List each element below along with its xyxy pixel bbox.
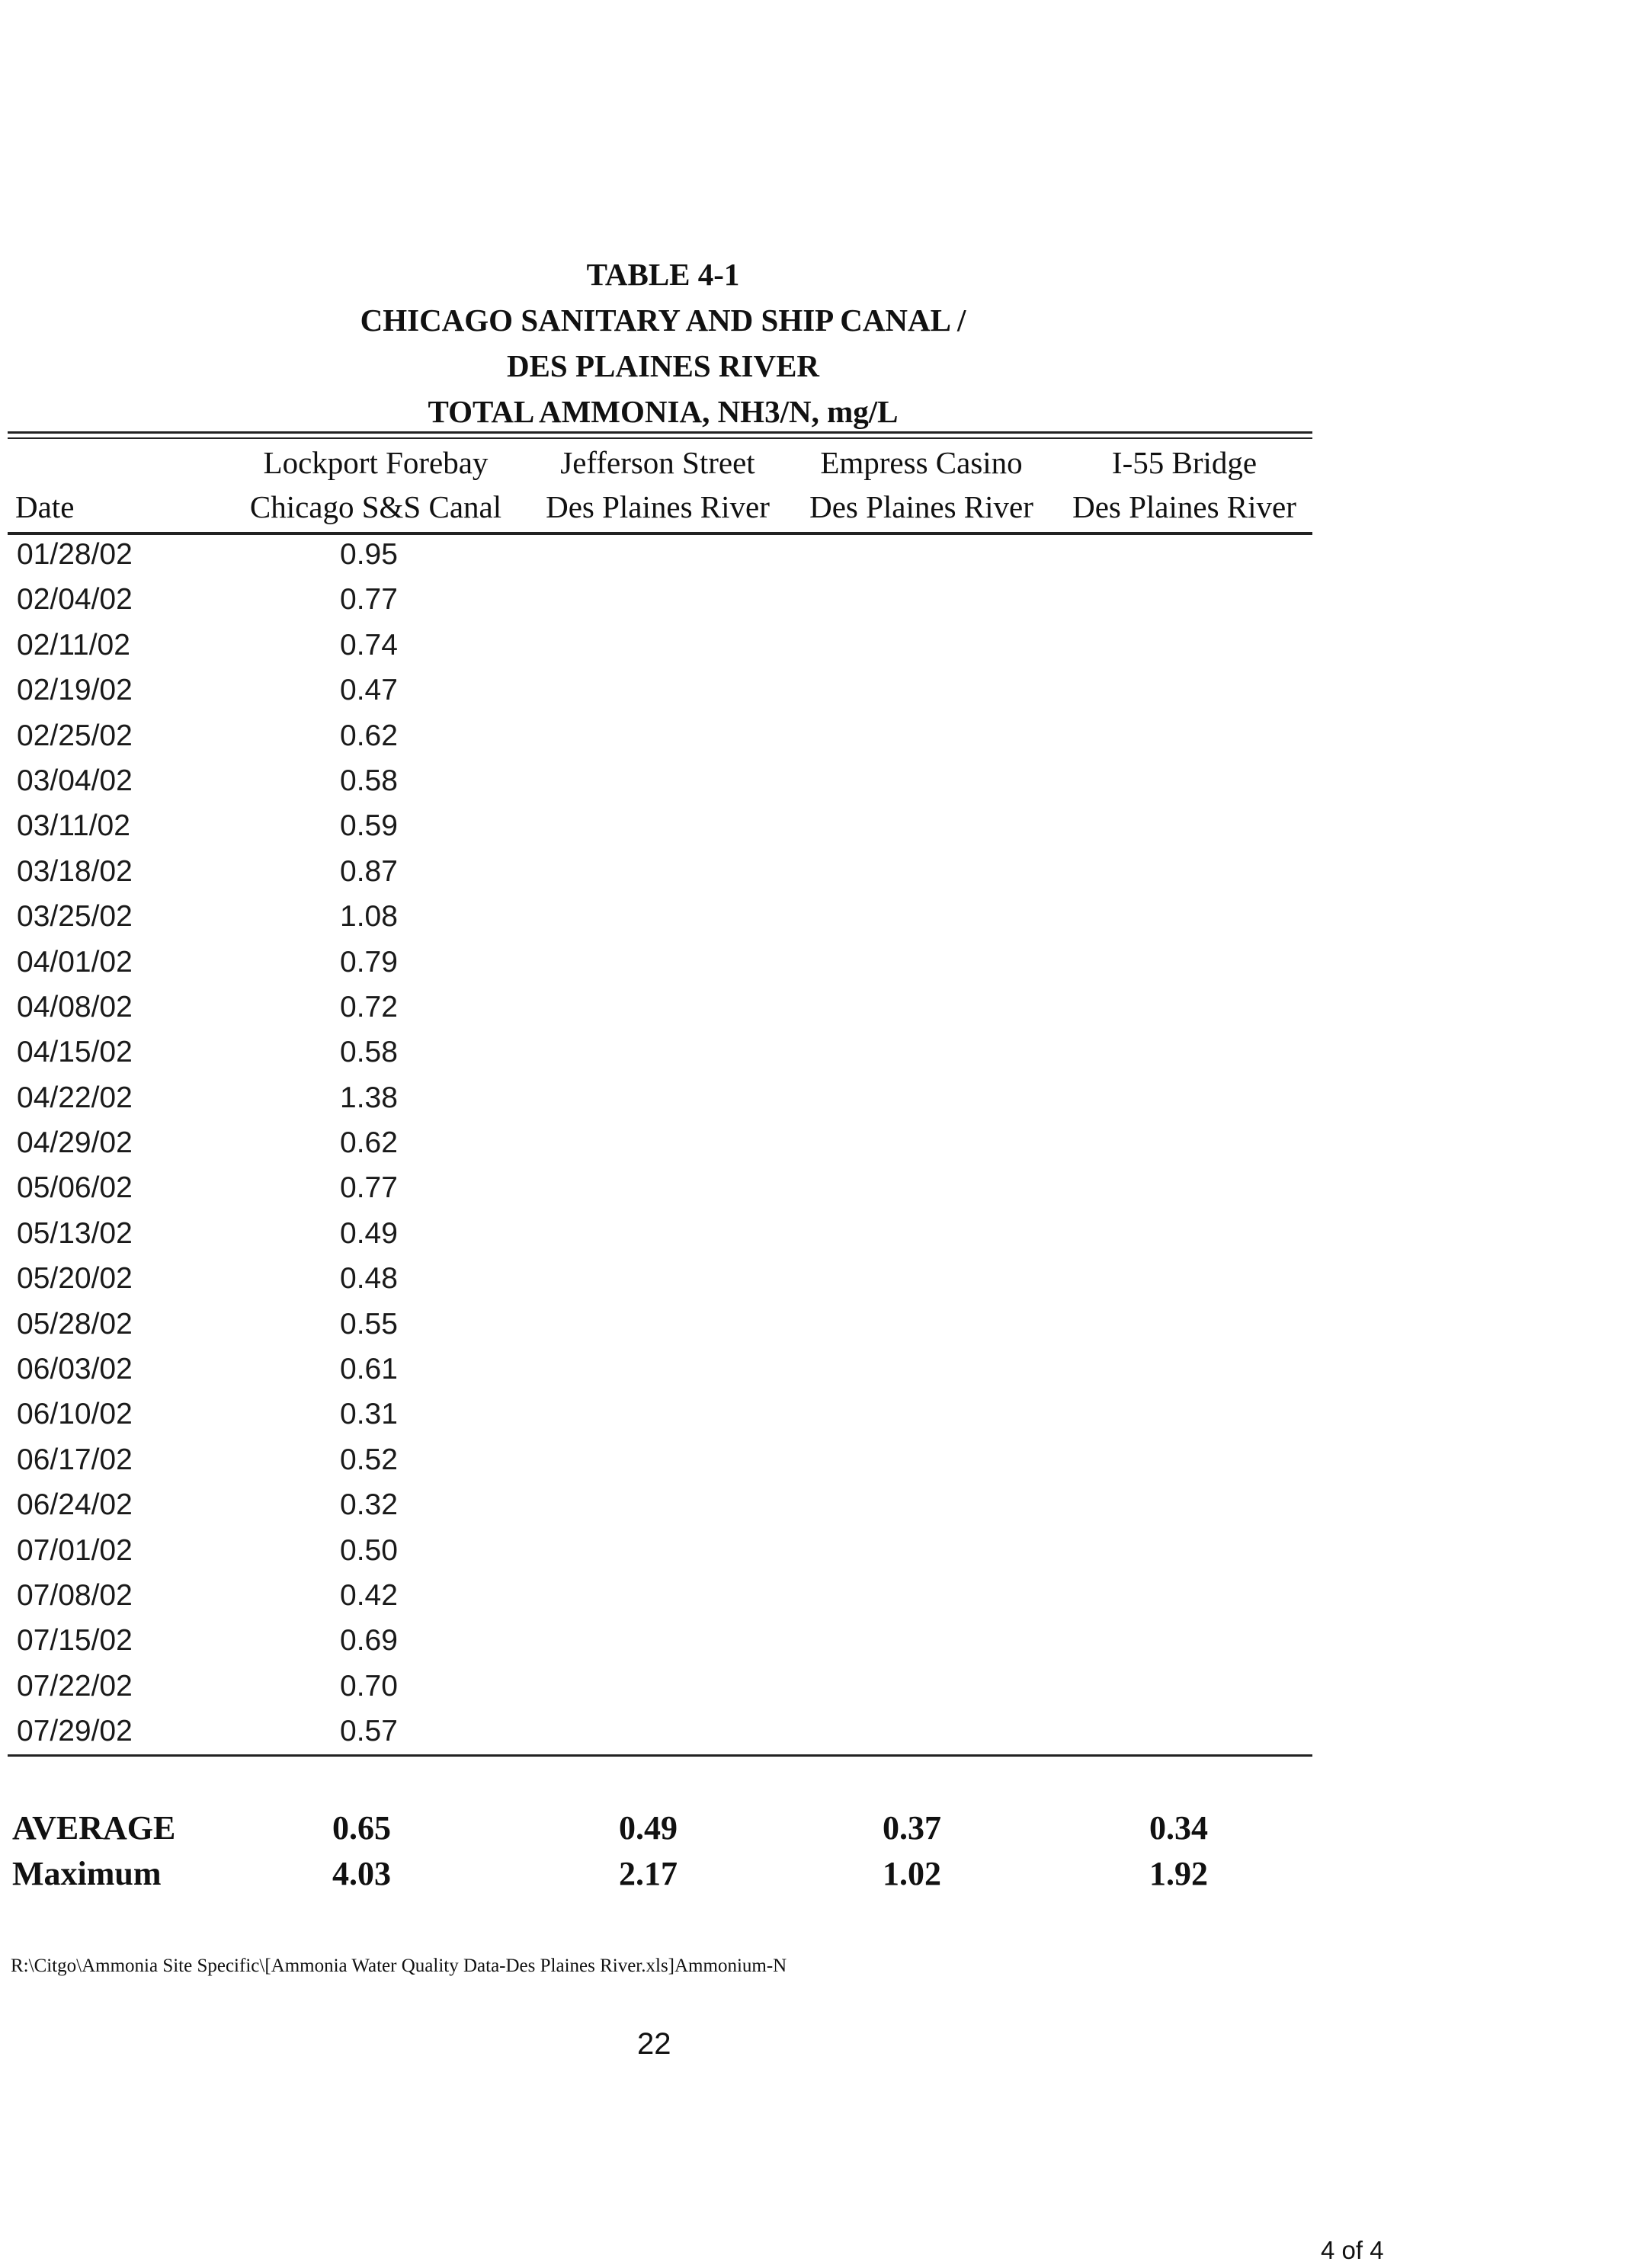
title-line-3: DES PLAINES RIVER [506, 348, 820, 383]
row-date: 05/13/02 [17, 1216, 133, 1250]
column-header-empress-line2: Des Plaines River [809, 489, 1033, 524]
row-lockport-value: 0.62 [340, 1126, 398, 1160]
row-lockport-value: 0.70 [340, 1669, 398, 1703]
row-lockport-value: 0.58 [340, 1036, 398, 1069]
table-title [0, 251, 1326, 434]
row-date: 04/22/02 [17, 1081, 133, 1114]
row-lockport-value: 0.47 [340, 674, 398, 707]
row-lockport-value: 0.52 [340, 1443, 398, 1476]
row-date: 07/15/02 [17, 1624, 133, 1658]
table-row [0, 1031, 1326, 1076]
row-lockport-value: 0.50 [340, 1533, 398, 1567]
row-lockport-value: 0.55 [340, 1307, 398, 1341]
row-date: 05/06/02 [17, 1171, 133, 1205]
table-row [0, 986, 1326, 1031]
table-row [0, 1257, 1326, 1302]
maximum-lockport: 4.03 [332, 1855, 391, 1892]
row-date: 04/15/02 [17, 1036, 133, 1069]
row-lockport-value: 1.38 [340, 1081, 398, 1114]
column-header-empress-line1: Empress Casino [820, 445, 1023, 480]
row-lockport-value: 0.48 [340, 1262, 398, 1296]
maximum-i55: 1.92 [1149, 1855, 1208, 1892]
row-lockport-value: 0.95 [340, 538, 398, 571]
row-date: 07/01/02 [17, 1533, 133, 1567]
title-line-4: TOTAL AMMONIA, NH3/N, mg/L [428, 394, 899, 429]
row-lockport-value: 0.77 [340, 583, 398, 617]
table-row [0, 1348, 1326, 1393]
row-lockport-value: 0.62 [340, 719, 398, 752]
table-row [0, 1484, 1326, 1529]
row-date: 02/11/02 [17, 628, 130, 662]
maximum-jefferson: 2.17 [619, 1855, 678, 1892]
row-date: 02/04/02 [17, 583, 133, 617]
average-empress: 0.37 [883, 1809, 941, 1847]
row-lockport-value: 0.61 [340, 1353, 398, 1386]
row-date: 03/25/02 [17, 900, 133, 934]
header-top-rule [8, 431, 1312, 439]
column-header-jefferson-line2: Des Plaines River [546, 489, 770, 524]
row-date: 03/18/02 [17, 854, 133, 888]
column-header-i55-line1: I-55 Bridge [1111, 445, 1258, 480]
row-date: 06/24/02 [17, 1488, 133, 1522]
column-header-i55-line2: Des Plaines River [1072, 489, 1296, 524]
row-date: 03/04/02 [17, 764, 133, 797]
row-date: 02/25/02 [17, 719, 133, 752]
table-row [0, 805, 1326, 850]
table-row [0, 669, 1326, 714]
maximum-label: Maximum [12, 1855, 162, 1892]
row-date: 04/29/02 [17, 1126, 133, 1160]
table-row [0, 895, 1326, 940]
table-row [0, 1393, 1326, 1438]
row-date: 03/11/02 [17, 809, 130, 843]
date-column-header: Date [15, 489, 75, 524]
row-date: 05/20/02 [17, 1262, 133, 1296]
table-row [0, 1439, 1326, 1484]
row-lockport-value: 0.59 [340, 809, 398, 843]
row-lockport-value: 0.57 [340, 1715, 398, 1748]
average-label: AVERAGE [12, 1809, 176, 1847]
row-date: 01/28/02 [17, 538, 133, 571]
row-lockport-value: 0.42 [340, 1578, 398, 1612]
table-row [0, 1619, 1326, 1664]
table-row [0, 760, 1326, 805]
table-row [0, 1665, 1326, 1710]
table-row [0, 1122, 1326, 1167]
row-date: 05/28/02 [17, 1307, 133, 1341]
table-bottom-rule [8, 1754, 1312, 1757]
title-line-1: TABLE 4-1 [586, 257, 740, 292]
table-row [0, 624, 1326, 669]
table-row [0, 1530, 1326, 1574]
average-jefferson: 0.49 [619, 1809, 678, 1847]
table-row [0, 533, 1326, 578]
row-lockport-value: 0.32 [340, 1488, 398, 1522]
table-row [0, 578, 1326, 623]
table-row [0, 1303, 1326, 1348]
column-header-empress [794, 440, 1049, 529]
column-header-lockport-line2: Chicago S&S Canal [249, 489, 502, 524]
table-row [0, 1212, 1326, 1257]
row-date: 04/01/02 [17, 945, 133, 979]
column-header-lockport [229, 440, 523, 529]
title-line-2: CHICAGO SANITARY AND SHIP CANAL / [360, 303, 966, 338]
page-of-total: 4 of 4 [1321, 2236, 1384, 2264]
row-date: 06/10/02 [17, 1398, 133, 1431]
row-lockport-value: 0.31 [340, 1398, 398, 1431]
average-lockport: 0.65 [332, 1809, 391, 1847]
row-date: 06/03/02 [17, 1353, 133, 1386]
row-lockport-value: 1.08 [340, 900, 398, 934]
column-header-lockport-line1: Lockport Forebay [263, 445, 489, 480]
row-date: 06/17/02 [17, 1443, 133, 1476]
table-row [0, 941, 1326, 986]
maximum-empress: 1.02 [883, 1855, 941, 1892]
row-date: 07/29/02 [17, 1715, 133, 1748]
page-number: 22 [637, 2027, 671, 2061]
row-date: 02/19/02 [17, 674, 133, 707]
source-file-path: R:\Citgo\Ammonia Site Specific\[Ammonia Water Quality Data-Des Plaines River.xls]Ammonium-N [11, 1956, 787, 1976]
row-date: 07/22/02 [17, 1669, 133, 1703]
row-date: 07/08/02 [17, 1578, 133, 1612]
row-lockport-value: 0.69 [340, 1624, 398, 1658]
table-row [0, 850, 1326, 895]
row-date: 04/08/02 [17, 990, 133, 1023]
column-header-jefferson-line1: Jefferson Street [560, 445, 755, 480]
row-lockport-value: 0.58 [340, 764, 398, 797]
data-rows [0, 533, 1326, 1756]
average-i55: 0.34 [1149, 1809, 1208, 1847]
column-header-i55 [1058, 440, 1311, 529]
row-lockport-value: 0.72 [340, 990, 398, 1023]
table-row [0, 1574, 1326, 1619]
row-lockport-value: 0.87 [340, 854, 398, 888]
table-row [0, 715, 1326, 760]
row-lockport-value: 0.79 [340, 945, 398, 979]
row-lockport-value: 0.77 [340, 1171, 398, 1205]
column-header-jefferson [532, 440, 783, 529]
row-lockport-value: 0.49 [340, 1216, 398, 1250]
row-lockport-value: 0.74 [340, 628, 398, 662]
table-row [0, 1710, 1326, 1755]
table-row [0, 1077, 1326, 1122]
table-row [0, 1167, 1326, 1212]
